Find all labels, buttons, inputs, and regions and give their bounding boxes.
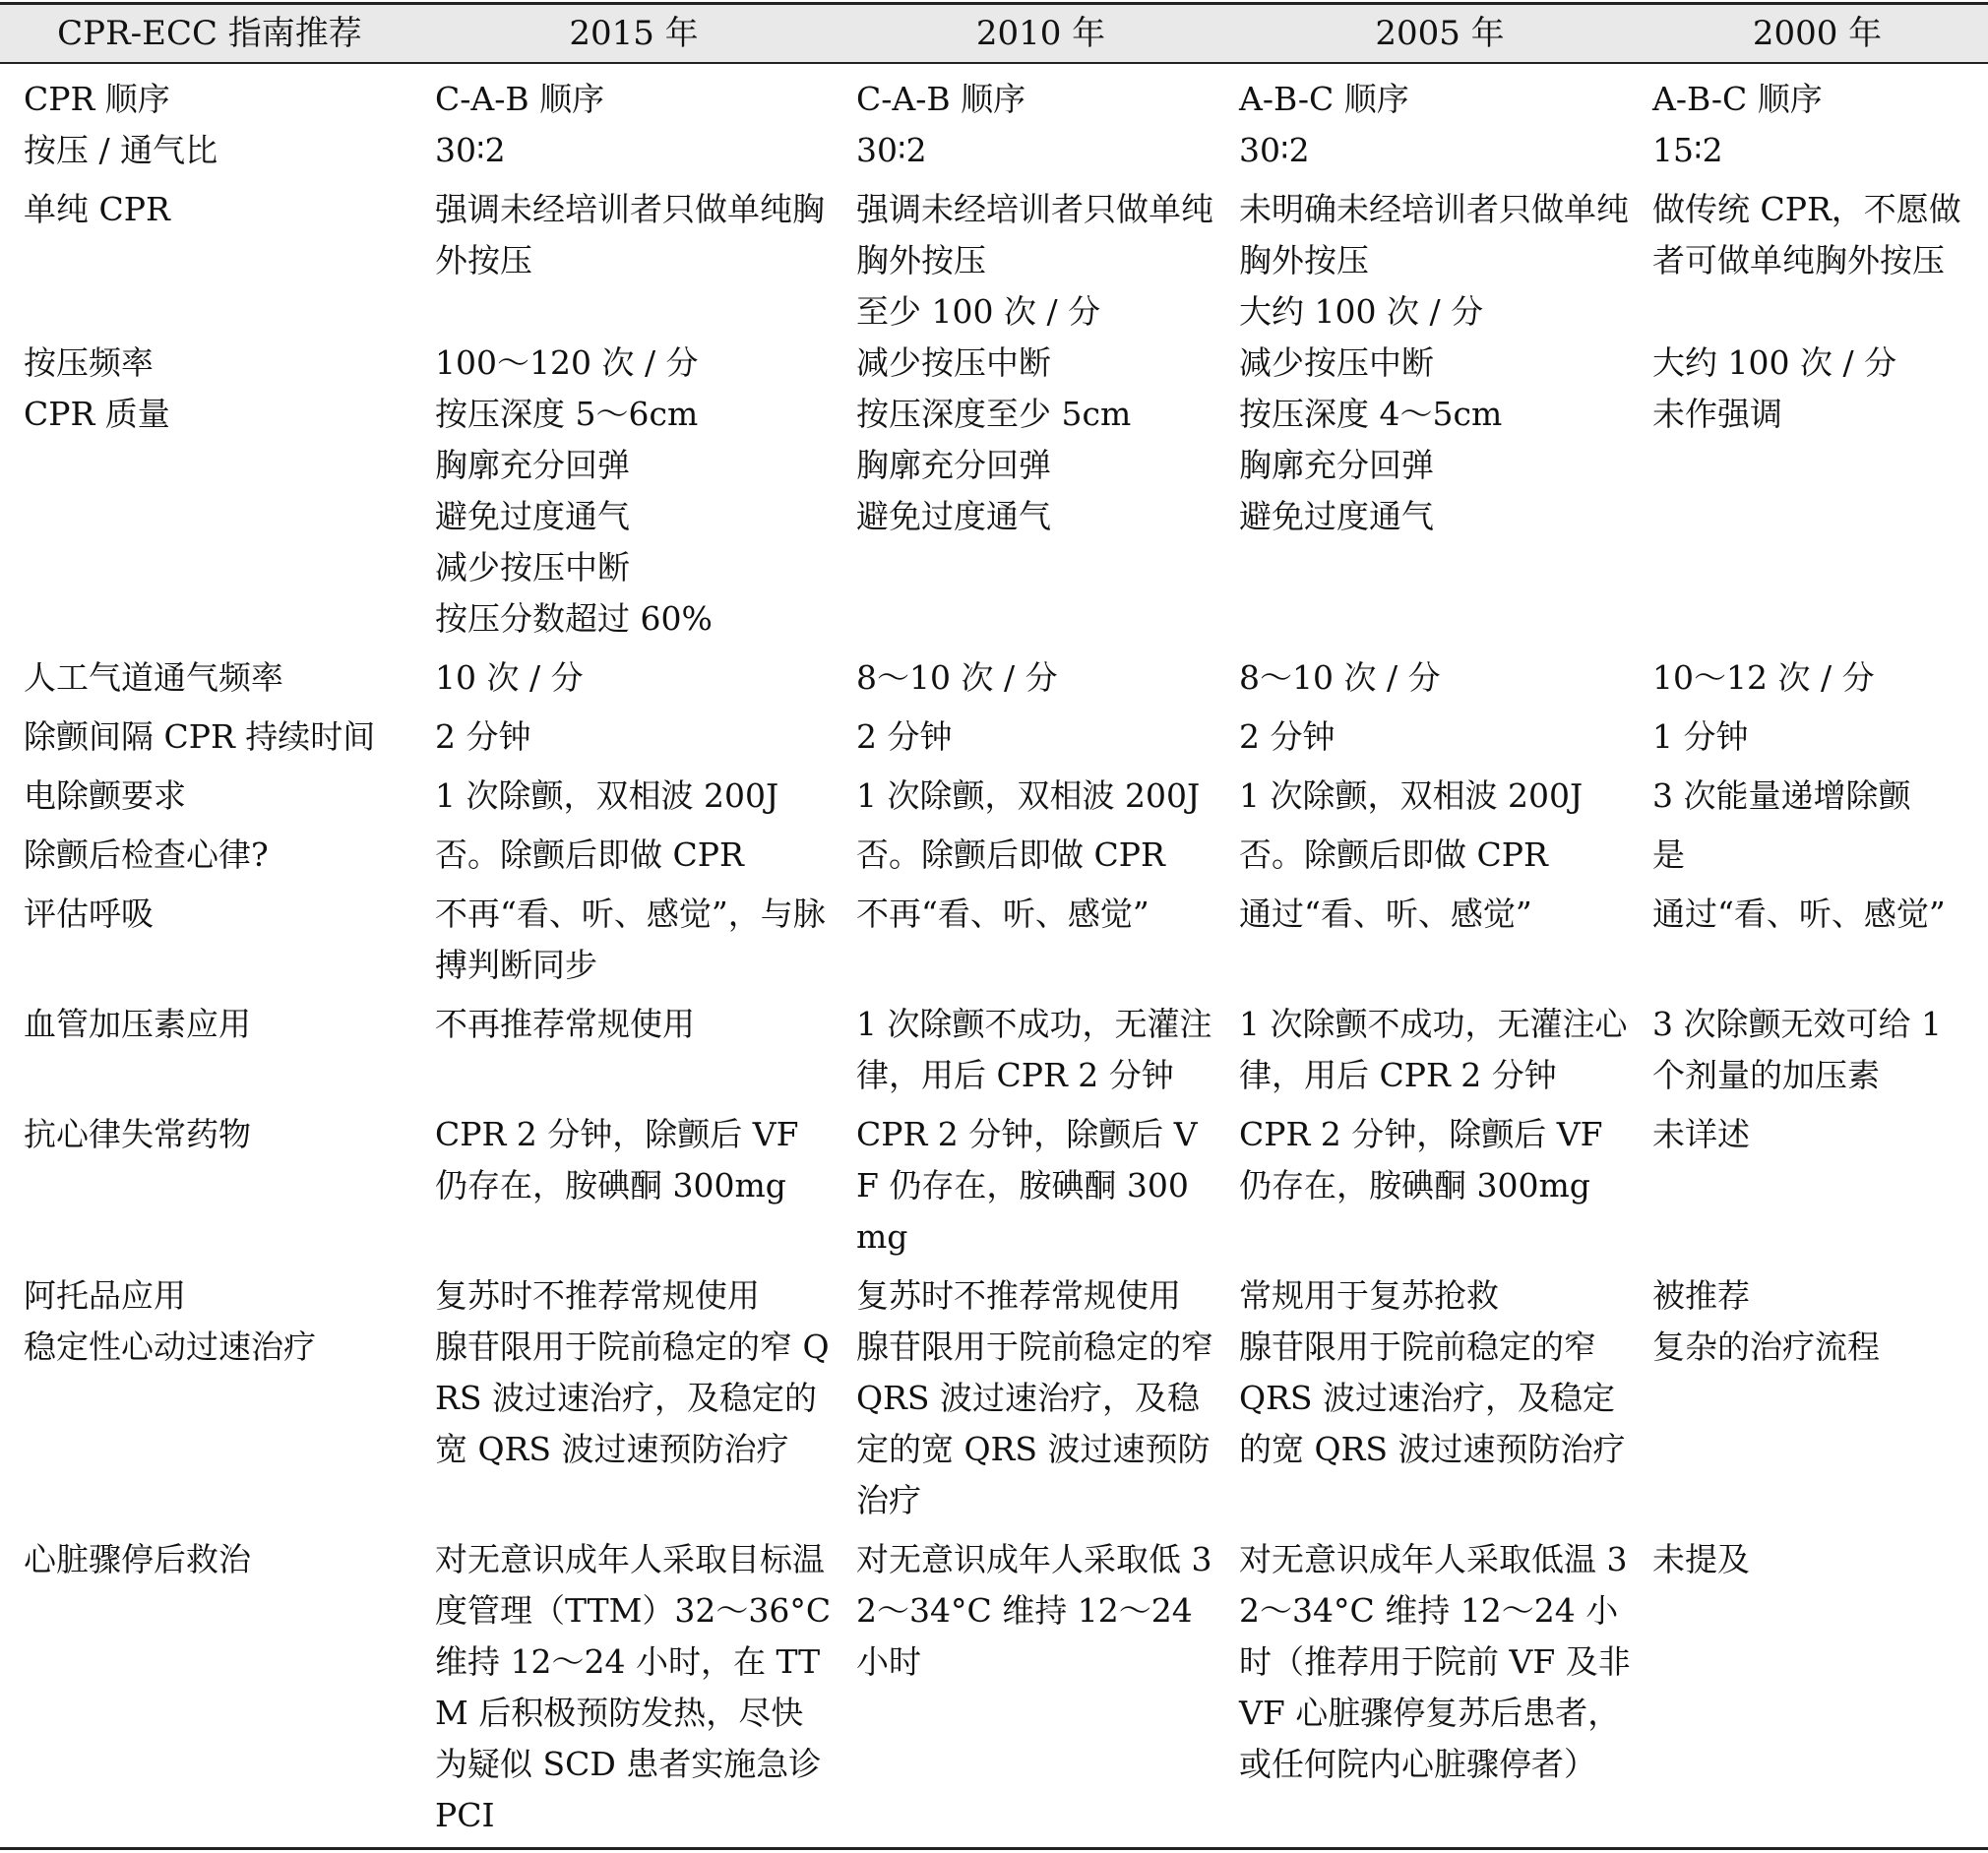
cell-2010: 1 次除颤，双相波 200J [856, 776, 1201, 815]
cell-2010: 1 次除颤不成功，无灌注律，用后 CPR 2 分钟 [856, 1005, 1212, 1094]
table-row [0, 1526, 1988, 1849]
cell-2000: 复杂的治疗流程 [1652, 1328, 1880, 1366]
row-label: 单纯 CPR [24, 190, 170, 228]
row-label: 阿托品应用 [24, 1276, 186, 1315]
header-2015: 2015 年 [419, 4, 848, 64]
header-2005: 2005 年 [1233, 4, 1646, 64]
cell-2015: 强调未经培训者只做单纯胸外按压 [435, 190, 825, 279]
cell-2015: 复苏时不推荐常规使用 [435, 1276, 760, 1315]
header-2010: 2010 年 [848, 4, 1233, 64]
table-row [0, 822, 1988, 881]
cell-2010: 减少按压中断 按压深度至少 5cm 胸廓充分回弹 避免过度通气 [856, 343, 1132, 535]
cell-2000: 10～12 次 / 分 [1652, 658, 1875, 697]
cell-2015: C-A-B 顺序 30∶2 [435, 80, 605, 169]
cell-2005: 1 次除颤不成功，无灌注心律，用后 CPR 2 分钟 [1239, 1005, 1628, 1094]
cell-2015: 10 次 / 分 [435, 658, 584, 697]
table-row [0, 881, 1988, 991]
cell-2015: 100～120 次 / 分 按压深度 5～6cm 胸廓充分回弹 避免过度通气 减少按压中断 按压分数超过 60% [435, 343, 713, 638]
cell-2010: CPR 2 分钟，除颤后 VF 仍存在，胺碘酮 300mg [856, 1115, 1198, 1256]
row-label: CPR 顺序 按压 / 通气比 [24, 80, 218, 169]
cell-2000: 未详述 [1652, 1115, 1750, 1153]
cell-2005: 腺苷限用于院前稳定的窄 QRS 波过速治疗，及稳定的宽 QRS 波过速预防治疗 [1239, 1328, 1626, 1468]
row-label: 血管加压素应用 [24, 1005, 251, 1043]
table-row [0, 763, 1988, 822]
cell-2005: 1 次除颤，双相波 200J [1239, 776, 1584, 815]
cell-2005: 减少按压中断 按压深度 4～5cm 胸廓充分回弹 避免过度通气 [1239, 343, 1503, 535]
cell-2005: 8～10 次 / 分 [1239, 658, 1441, 697]
table-row [0, 1263, 1988, 1322]
row-label: 抗心律失常药物 [24, 1115, 251, 1153]
cell-2005: 2 分钟 [1239, 717, 1336, 756]
cell-2010: C-A-B 顺序 30∶2 [856, 80, 1026, 169]
cell-2000: 通过“看、听、感觉” [1652, 895, 1946, 933]
row-label: 稳定性心动过速治疗 [24, 1328, 316, 1366]
table-row [0, 63, 1988, 176]
cell-2000: 1 分钟 [1652, 717, 1749, 756]
cell-2005: 否。除颤后即做 CPR [1239, 835, 1548, 874]
table-header-row [0, 4, 1988, 64]
cell-2010: 8～10 次 / 分 [856, 658, 1058, 697]
cell-2015: 不再“看、听、感觉”，与脉搏判断同步 [435, 895, 826, 984]
cell-2000: A-B-C 顺序 15∶2 [1652, 80, 1823, 169]
table-row [0, 176, 1988, 338]
cell-2015: 2 分钟 [435, 717, 531, 756]
cell-2015: CPR 2 分钟，除颤后 VF 仍存在，胺碘酮 300mg [435, 1115, 799, 1204]
row-label: 评估呼吸 [24, 895, 154, 933]
row-label: 心脏骤停后救治 [0, 1526, 419, 1849]
cell-2015: 对无意识成年人采取目标温度管理（TTM）32～36°C 维持 12～24 小时，在 TTM 后积极预防发热，尽快为疑似 SCD 患者实施急诊 PCI [419, 1526, 848, 1849]
table-row [0, 991, 1988, 1101]
header-2000: 2000 年 [1646, 4, 1988, 64]
cell-2010: 腺苷限用于院前稳定的窄 QRS 波过速治疗，及稳定的宽 QRS 波过速预防治疗 [856, 1328, 1213, 1519]
cell-2015: 否。除颤后即做 CPR [435, 835, 744, 874]
table-row [0, 704, 1988, 763]
cell-2010: 2 分钟 [856, 717, 953, 756]
table-row [0, 338, 1988, 645]
cell-2010: 复苏时不推荐常规使用 [856, 1276, 1181, 1315]
cell-2010: 否。除颤后即做 CPR [856, 835, 1165, 874]
cell-2000: 被推荐 [1652, 1276, 1750, 1315]
cell-2005: 通过“看、听、感觉” [1239, 895, 1532, 933]
cell-2000: 3 次能量递增除颤 [1652, 776, 1911, 815]
cell-2010: 对无意识成年人采取低 32～34°C 维持 12～24 小时 [848, 1526, 1233, 1849]
cell-2005: A-B-C 顺序 30∶2 [1239, 80, 1409, 169]
table-row [0, 1101, 1988, 1263]
cell-2005: 未明确未经培训者只做单纯胸外按压 大约 100 次 / 分 [1239, 190, 1629, 331]
cell-2015: 1 次除颤，双相波 200J [435, 776, 779, 815]
cell-2005: CPR 2 分钟，除颤后 VF 仍存在，胺碘酮 300mg [1239, 1115, 1603, 1204]
cell-2000: 做传统 CPR，不愿做者可做单纯胸外按压 [1652, 190, 1961, 279]
cell-2000: 3 次除颤无效可给 1 个剂量的加压素 [1652, 1005, 1942, 1094]
header-recommendation: CPR-ECC 指南推荐 [0, 4, 419, 64]
row-label: 除颤间隔 CPR 持续时间 [24, 717, 376, 756]
row-label: 除颤后检查心律? [24, 835, 269, 874]
row-label: 按压频率 CPR 质量 [24, 343, 170, 433]
cell-2015: 腺苷限用于院前稳定的窄 QRS 波过速治疗，及稳定的宽 QRS 波过速预防治疗 [435, 1328, 830, 1468]
row-label: 人工气道通气频率 [24, 658, 283, 697]
cell-2000: 是 [1652, 835, 1685, 874]
table-row [0, 1322, 1988, 1526]
cell-2010: 不再“看、听、感觉” [856, 895, 1149, 933]
cell-2000: 未提及 [1646, 1526, 1988, 1849]
row-label: 电除颤要求 [24, 776, 186, 815]
cell-2005: 常规用于复苏抢救 [1239, 1276, 1499, 1315]
table-row [0, 645, 1988, 704]
cell-2005: 对无意识成年人采取低温 32～34°C 维持 12～24 小时（推荐用于院前 VF 及非 VF 心脏骤停复苏后患者，或任何院内心脏骤停者） [1233, 1526, 1646, 1849]
cell-2015: 不再推荐常规使用 [435, 1005, 695, 1043]
cell-2010: 强调未经培训者只做单纯胸外按压 至少 100 次 / 分 [856, 190, 1213, 331]
cpr-guideline-comparison-table [0, 2, 1988, 1850]
cell-2000: 大约 100 次 / 分 未作强调 [1652, 343, 1897, 433]
